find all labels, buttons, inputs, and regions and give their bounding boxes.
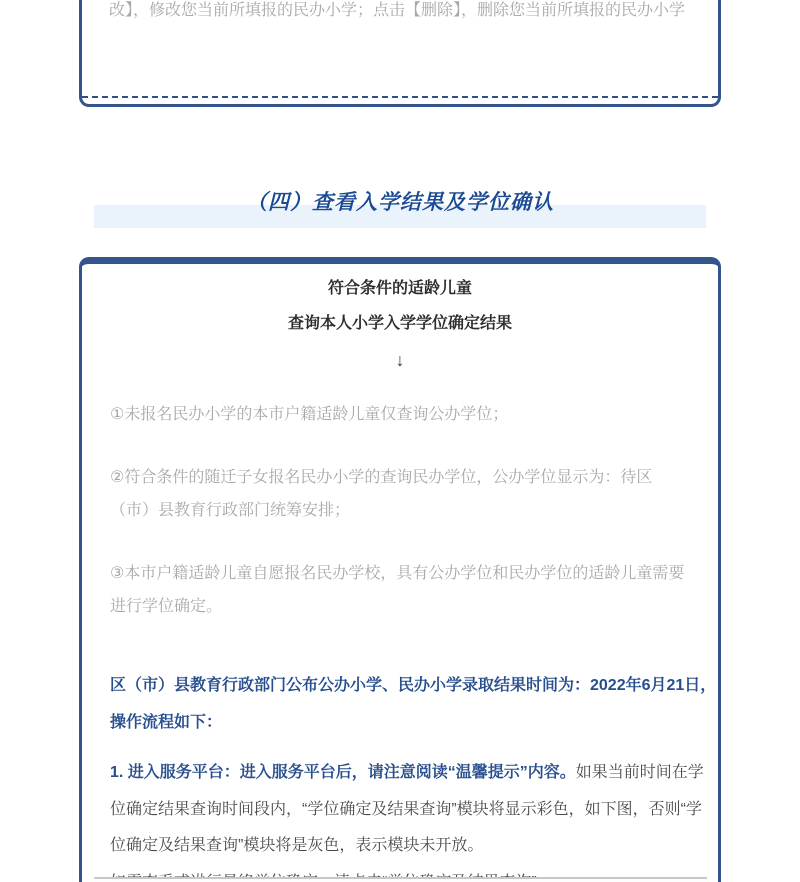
step-1-body: 如果当前时间在学位确定结果查询时间段内，“学位确定及结果查询”模块将显示彩色，如下图，否则“学位确定及结果查询”模块将是灰色，表示模块未开放。: [110, 764, 704, 854]
step-1-paragraph: [110, 755, 710, 865]
section-heading-block: [0, 188, 800, 228]
note-item-3: ③本市户籍适龄儿童自愿报名民办学校，具有公办学位和民办学位的适龄儿童需要进行学位确定。: [110, 565, 685, 615]
note-item-2: ②符合条件的随迁子女报名民办小学的查询民办学位，公办学位显示为：待区（市）县教育行政部门统筹安排；: [110, 469, 653, 519]
flow-title-line2: 查询本人小学入学学位确定结果: [287, 315, 512, 332]
announcement-text: 区（市）县教育行政部门公布公办小学、民办小学录取结果时间为：2022年6月21日，操作流程如下：: [110, 677, 717, 731]
previous-step-box: [79, 0, 721, 107]
previous-step-text: 改】，修改您当前所填报的民办小学；点击【删除】，删除您当前所填报的民办小学: [109, 2, 686, 19]
result-query-flow-box: [79, 257, 721, 882]
notes-list: [82, 398, 718, 623]
step-1-lead: 1. 进入服务平台：进入服务平台后，请注意阅读“温馨提示”内容。: [110, 764, 576, 781]
down-arrow-icon: ↓: [395, 350, 405, 370]
dashed-divider: [82, 96, 718, 98]
embedded-screenshot-top-edge: [94, 877, 707, 882]
section-heading: （四）查看入学结果及学位确认: [246, 191, 554, 214]
note-item-1: ①未报名民办小学的本市户籍适龄儿童仅查询公办学位；: [110, 406, 509, 423]
flow-title-line1: 符合条件的适龄儿童: [327, 280, 472, 297]
